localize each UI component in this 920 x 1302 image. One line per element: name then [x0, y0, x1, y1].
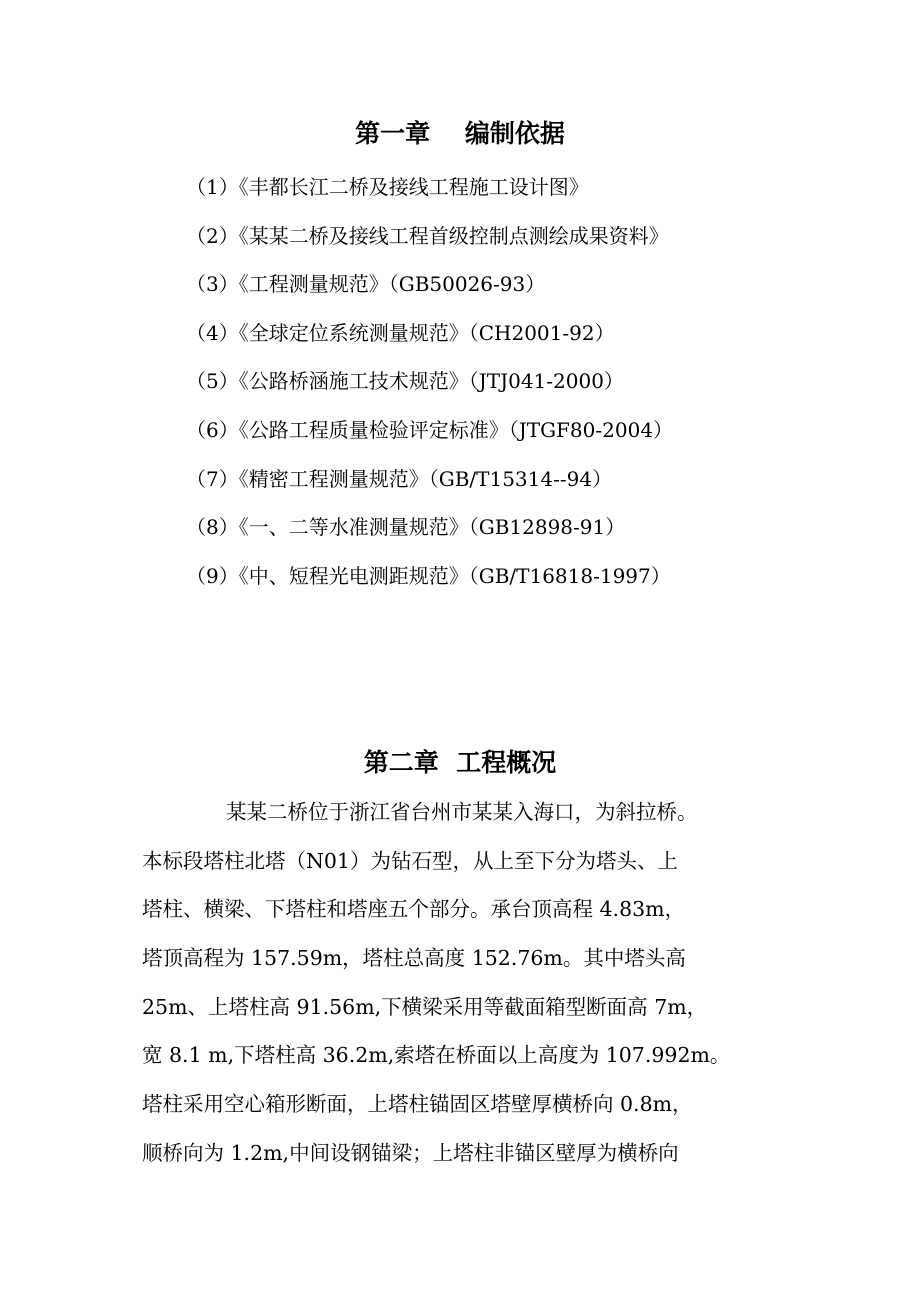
reference-item-6: （6）《公路工程质量检验评定标准》（JTGF80-2004） — [186, 417, 674, 442]
paragraph-line: 塔柱、横梁、下塔柱和塔座五个部分。承台顶高程 4.83m， — [142, 897, 686, 922]
reference-item-7: （7）《精密工程测量规范》（GB/T15314--94） — [186, 466, 613, 491]
chapter2-heading: 第二章 工程概况 — [363, 748, 557, 777]
paragraph-line: 某某二桥位于浙江省台州市某某入海口，为斜拉桥。 — [226, 800, 698, 824]
paragraph-line: 宽 8.1 m,下塔柱高 36.2m,索塔在桥面以上高度为 107.992m。 — [142, 1043, 731, 1068]
reference-item-1: （1）《丰都长江二桥及接线工程施工设计图》 — [186, 175, 589, 199]
reference-item-3: （3）《工程测量规范》（GB50026-93） — [186, 272, 546, 297]
overview-paragraph — [142, 792, 802, 1182]
paragraph-line: 25m、上塔柱高 91.56m,下横梁采用等截面箱型断面高 7m， — [142, 994, 708, 1019]
paragraph-line: 塔柱采用空心箱形断面，上塔柱锚固区塔壁厚横桥向 0.8m， — [142, 1092, 693, 1117]
paragraph-line: 本标段塔柱北塔（N01）为钻石型，从上至下分为塔头、上 — [142, 848, 679, 873]
reference-item-5: （5）《公路桥涵施工技术规范》（JTJ041-2000） — [186, 369, 624, 394]
reference-list — [186, 168, 673, 605]
reference-item-9: （9）《中、短程光电测距规范》（GB/T16818-1997） — [186, 563, 671, 588]
paragraph-line: 塔顶高程为 157.59m，塔柱总高度 152.76m。其中塔头高 — [142, 946, 686, 971]
reference-item-4: （4）《全球定位系统测量规范》（CH2001-92） — [186, 320, 615, 345]
reference-item-8: （8）《一、二等水准测量规范》（GB12898-91） — [186, 515, 626, 540]
reference-item-2: （2）《某某二桥及接线工程首级控制点测绘成果资料》 — [186, 223, 669, 248]
paragraph-line: 顺桥向为 1.2m,中间设钢锚梁；上塔柱非锚区壁厚为横桥向 — [142, 1140, 679, 1165]
chapter1-heading: 第一章 编制依据 — [355, 119, 565, 148]
